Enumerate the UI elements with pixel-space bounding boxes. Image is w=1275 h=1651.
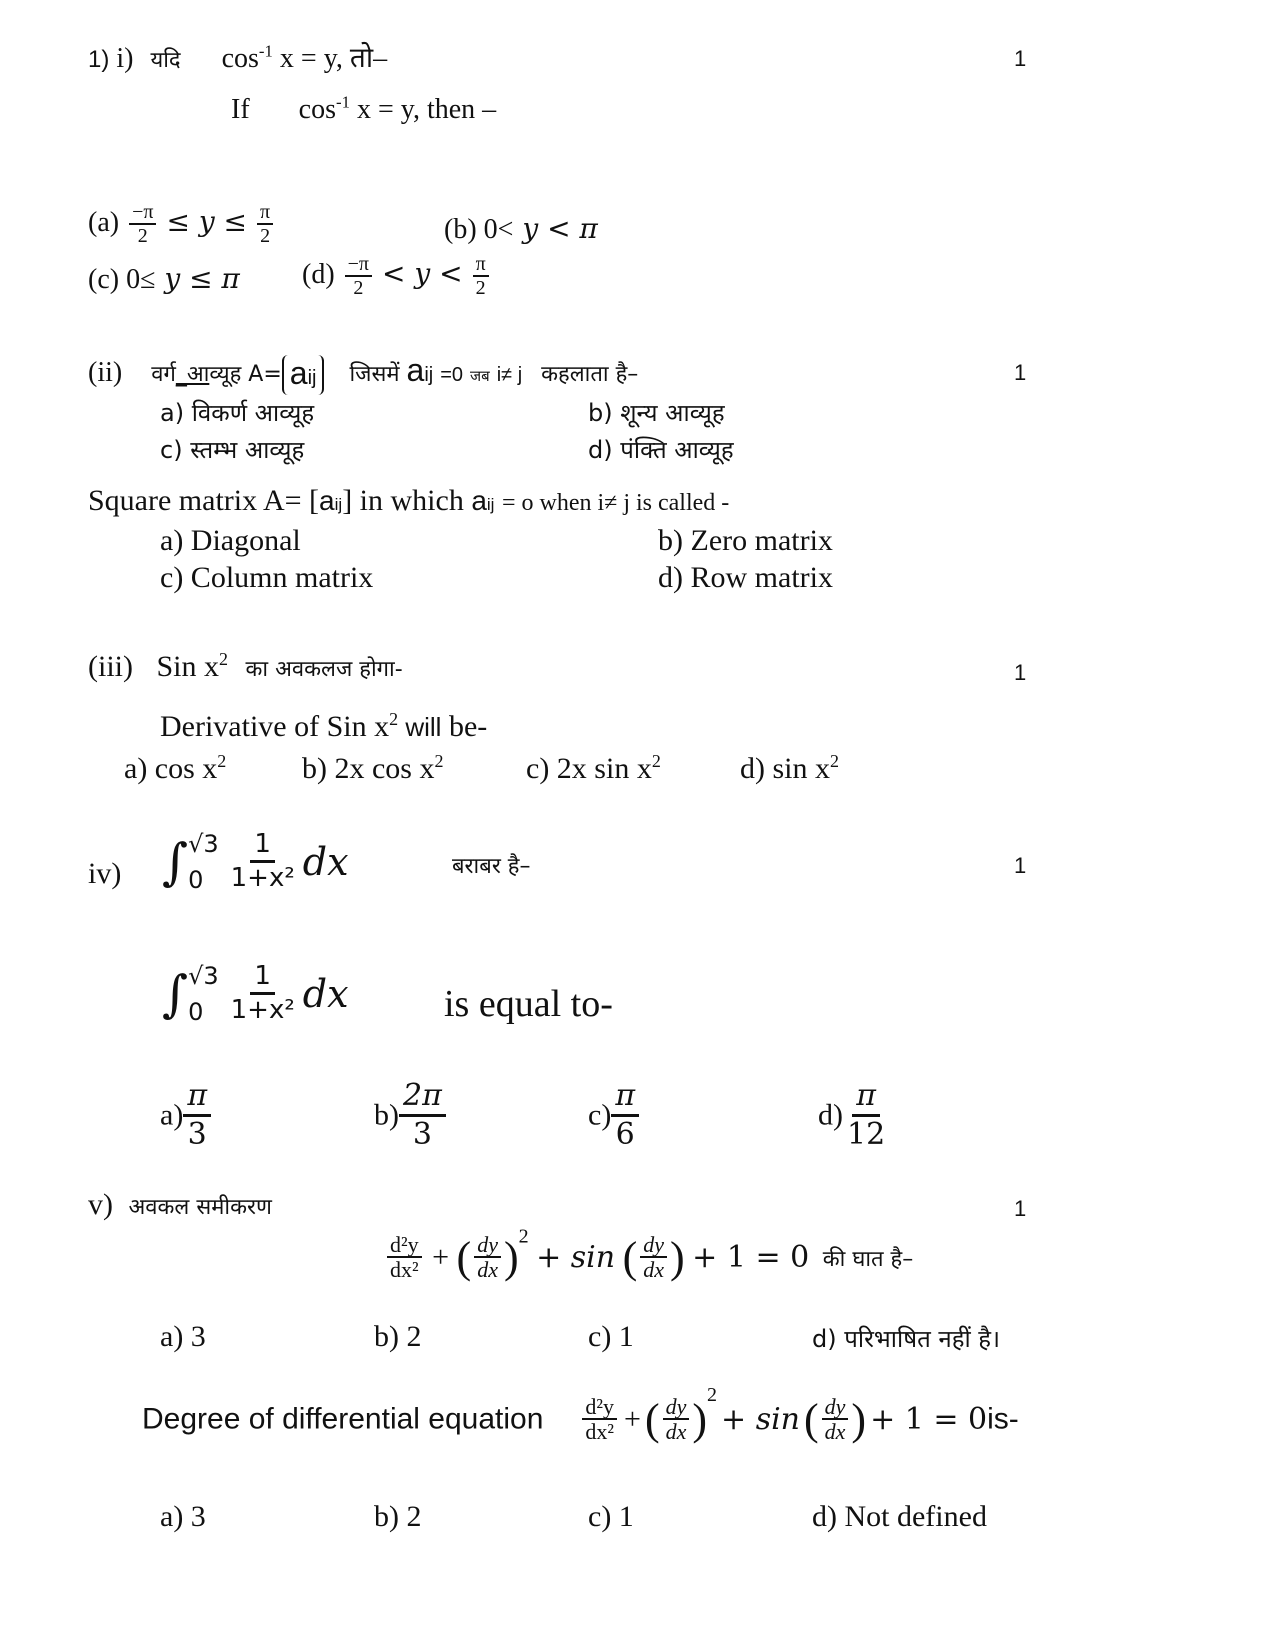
matrix-element: a xyxy=(471,485,487,516)
hindi-text: व्यूह A= xyxy=(209,362,282,387)
subscript: ij xyxy=(424,364,434,386)
fraction xyxy=(822,1395,849,1444)
marks: 1 xyxy=(1014,360,1027,385)
integral-sign: ∫ xyxy=(162,965,189,1024)
integral-limits xyxy=(188,962,219,1026)
english-text: is equal to- xyxy=(444,983,613,1025)
fraction xyxy=(387,1233,422,1282)
option-label: d) xyxy=(818,1098,843,1132)
numerator: dy xyxy=(663,1395,690,1420)
option-text: d) पंक्ति आव्यूह xyxy=(588,436,734,464)
denominator: 12 xyxy=(847,1117,886,1152)
option-a xyxy=(160,1078,211,1153)
subscript: ij xyxy=(486,495,495,514)
question-ii-english xyxy=(88,484,729,518)
denominator: 1+x² xyxy=(230,862,295,893)
english-text: Degree of differential equation xyxy=(142,1402,544,1436)
superscript: 2 xyxy=(217,751,227,771)
matrix-bracket xyxy=(282,355,325,395)
option-d xyxy=(302,254,492,299)
english-text: = o when i≠ j is called - xyxy=(501,490,730,516)
fraction xyxy=(663,1395,690,1444)
denominator: dx xyxy=(824,1418,846,1444)
sub-question-number: (ii) xyxy=(88,357,123,388)
marks: 1 xyxy=(1014,46,1027,71)
lower-limit: 0 xyxy=(188,998,204,1027)
fraction xyxy=(183,1078,211,1153)
matrix-element: a xyxy=(319,485,335,516)
numerator: dy xyxy=(474,1233,501,1258)
question-ii-hindi xyxy=(88,352,638,395)
integrand xyxy=(227,830,299,894)
integral-sign: ∫ xyxy=(162,833,189,892)
fraction xyxy=(843,1078,889,1153)
cos-text: cos xyxy=(221,43,259,74)
statement-rest: x = y, तो– xyxy=(272,43,388,74)
option-label: a) xyxy=(160,1098,184,1132)
fraction xyxy=(473,254,489,299)
option-b xyxy=(374,1078,446,1153)
english-option-d: d) Row matrix xyxy=(658,561,833,594)
condition: i≠ j xyxy=(496,364,523,386)
numerator: π xyxy=(611,1078,639,1117)
denominator: 1+x² xyxy=(230,994,295,1025)
option-a xyxy=(124,752,226,786)
differential: dx xyxy=(302,972,349,1017)
equals-zero: =0 xyxy=(440,364,464,386)
numerator: dy xyxy=(822,1395,849,1420)
hindi-text: जिसमें xyxy=(349,362,400,387)
expression: Sin x xyxy=(156,650,220,683)
option-label: (c) 0≤ xyxy=(88,264,156,295)
paren: ( xyxy=(644,1395,660,1444)
hindi-prefix: यदि xyxy=(150,48,181,73)
numerator: 2π xyxy=(399,1078,446,1117)
english-option-b: b) Zero matrix xyxy=(658,524,833,557)
option-text: a) विकर्ण आव्यूह xyxy=(160,399,315,427)
numerator: −π xyxy=(129,202,156,225)
english-option-b: b) 2 xyxy=(374,1500,422,1533)
english-prefix: If xyxy=(231,94,250,125)
differential-equation-english xyxy=(142,1384,1019,1445)
superscript: 2 xyxy=(651,751,661,771)
fraction xyxy=(582,1395,617,1444)
denominator: dx² xyxy=(585,1418,615,1444)
denominator: 2 xyxy=(137,225,148,247)
differential-equation-hindi xyxy=(384,1225,914,1283)
option-d xyxy=(740,752,839,786)
option-c xyxy=(526,752,661,786)
sin-term: + sin xyxy=(721,1402,800,1437)
numerator: d²y xyxy=(387,1233,422,1258)
hindi-text: बराबर है– xyxy=(452,854,531,879)
english-text: is- xyxy=(987,1402,1019,1436)
operator: + xyxy=(624,1402,641,1436)
question-iii-english xyxy=(160,710,487,744)
sub-question-number: (iii) xyxy=(88,650,133,683)
hindi-text: कहलाता है– xyxy=(541,362,639,387)
hindi-option-a xyxy=(160,396,314,429)
option-value: y < π xyxy=(513,212,598,245)
english-text: be- xyxy=(441,710,488,743)
english-option-c: c) 1 xyxy=(588,1500,634,1533)
option-d xyxy=(818,1078,889,1153)
numerator: π xyxy=(257,202,273,225)
question-number: 1) xyxy=(88,46,110,73)
numerator: dy xyxy=(640,1233,667,1258)
hindi-option-c: c) 1 xyxy=(588,1320,634,1353)
sin-term: + sin xyxy=(536,1240,616,1275)
hindi-option-c xyxy=(160,433,304,466)
integrand xyxy=(227,962,299,1026)
hindi-text: जब xyxy=(470,367,490,385)
superscript: 2 xyxy=(389,709,399,729)
hindi-text: की घात है– xyxy=(822,1246,914,1272)
numerator: π xyxy=(473,254,489,277)
english-option-c: c) Column matrix xyxy=(160,561,374,594)
paren: ) xyxy=(503,1233,519,1282)
paren: ( xyxy=(622,1233,638,1282)
option-value: y ≤ π xyxy=(155,262,240,295)
paren: ) xyxy=(670,1233,685,1282)
option-label: c) xyxy=(588,1098,612,1132)
paren: ( xyxy=(804,1395,819,1444)
numerator: −π xyxy=(345,254,372,277)
option-label: (a) xyxy=(88,206,120,238)
fraction xyxy=(474,1233,501,1282)
marks: 1 xyxy=(1014,660,1027,685)
fraction xyxy=(611,1078,639,1153)
operator: + xyxy=(432,1240,450,1274)
fraction xyxy=(345,254,372,299)
upper-limit: √3 xyxy=(188,830,219,859)
option-text: c) 2x sin x xyxy=(526,752,652,785)
fraction xyxy=(640,1233,667,1282)
numerator: 1 xyxy=(250,962,275,995)
sub-question-number: i) xyxy=(116,43,134,74)
subscript: ij xyxy=(334,495,343,514)
equation-end: + 1 = 0 xyxy=(870,1402,988,1437)
power: 2 xyxy=(707,1384,718,1407)
numerator: π xyxy=(852,1078,880,1117)
english-text: ] in which xyxy=(342,484,472,517)
denominator: dx xyxy=(643,1256,665,1282)
sub-question-number: iv) xyxy=(88,857,122,890)
option-text: d) sin x xyxy=(740,752,830,785)
option-label: (b) 0< xyxy=(444,214,514,245)
statement-rest: x = y, then – xyxy=(349,94,497,125)
option-c xyxy=(88,262,240,296)
subscript: ij xyxy=(307,366,317,389)
upper-limit: √3 xyxy=(188,962,219,991)
english-text: Derivative of Sin x xyxy=(160,710,390,743)
differential: dx xyxy=(302,840,349,885)
question-iii-hindi xyxy=(88,650,403,684)
cos-text: cos xyxy=(298,94,336,125)
hindi-text: वर्ग xyxy=(151,362,176,387)
power: 2 xyxy=(518,1225,529,1248)
english-option-d: d) Not defined xyxy=(812,1500,987,1533)
paren: ( xyxy=(456,1233,472,1282)
hindi-option-b: b) 2 xyxy=(374,1320,422,1353)
option-c xyxy=(588,1078,639,1153)
denominator: 6 xyxy=(615,1117,635,1152)
integral-hindi xyxy=(162,830,349,894)
marks: 1 xyxy=(1014,1196,1027,1221)
hindi-text: _आ xyxy=(175,362,210,387)
question-1-i-english xyxy=(231,94,496,126)
marks: 1 xyxy=(1014,853,1027,878)
inequality: < y < xyxy=(382,256,463,290)
option-text: b) शून्य आव्यूह xyxy=(588,399,725,427)
option-text: a) cos x xyxy=(124,752,218,785)
hindi-text: का अवकलज होगा- xyxy=(245,657,403,682)
superscript: -1 xyxy=(335,92,350,112)
option-b xyxy=(444,212,598,246)
superscript: -1 xyxy=(258,41,273,61)
matrix-element: a xyxy=(289,354,308,391)
fraction xyxy=(257,202,273,247)
english-option-a: a) 3 xyxy=(160,1500,206,1533)
numerator: π xyxy=(183,1078,211,1117)
integral-english xyxy=(162,962,349,1026)
hindi-option-a: a) 3 xyxy=(160,1320,206,1353)
english-option-a: a) Diagonal xyxy=(160,524,301,557)
hindi-option-d: d) परिभाषित नहीं है। xyxy=(812,1325,1001,1353)
paren: ) xyxy=(851,1395,867,1444)
superscript: 2 xyxy=(219,649,229,669)
denominator: 2 xyxy=(353,277,364,299)
superscript: 2 xyxy=(434,751,444,771)
option-text: c) स्तम्भ आव्यूह xyxy=(160,436,305,464)
english-text: will xyxy=(398,712,442,742)
question-1-i-hindi xyxy=(88,38,387,76)
option-text: b) 2x cos x xyxy=(302,752,435,785)
hindi-option-b xyxy=(588,396,725,429)
integral-limits xyxy=(188,830,219,894)
denominator: 2 xyxy=(475,277,486,299)
denominator: 3 xyxy=(187,1117,207,1152)
denominator: dx xyxy=(665,1418,687,1444)
equation-end: + 1 = 0 xyxy=(692,1240,810,1275)
fraction xyxy=(129,202,156,247)
numerator: 1 xyxy=(250,830,275,863)
numerator: d²y xyxy=(582,1395,617,1420)
lower-limit: 0 xyxy=(188,866,204,895)
inequality: ≤ y ≤ xyxy=(166,204,248,238)
option-b xyxy=(302,752,443,786)
denominator: dx² xyxy=(390,1256,419,1282)
denominator: 2 xyxy=(260,225,271,247)
fraction xyxy=(399,1078,446,1153)
denominator: dx xyxy=(477,1256,498,1282)
hindi-text: अवकल समीकरण xyxy=(128,1195,272,1220)
hindi-option-d xyxy=(588,433,734,466)
question-v-hindi xyxy=(88,1188,272,1222)
option-label: (d) xyxy=(302,258,335,290)
paren: ) xyxy=(692,1395,708,1444)
superscript: 2 xyxy=(830,751,839,771)
english-text: Square matrix A= [ xyxy=(88,484,320,517)
matrix-element: a xyxy=(406,352,425,388)
option-a xyxy=(88,202,276,247)
option-label: b) xyxy=(374,1098,399,1132)
sub-question-number: v) xyxy=(88,1188,113,1221)
denominator: 3 xyxy=(412,1117,432,1152)
